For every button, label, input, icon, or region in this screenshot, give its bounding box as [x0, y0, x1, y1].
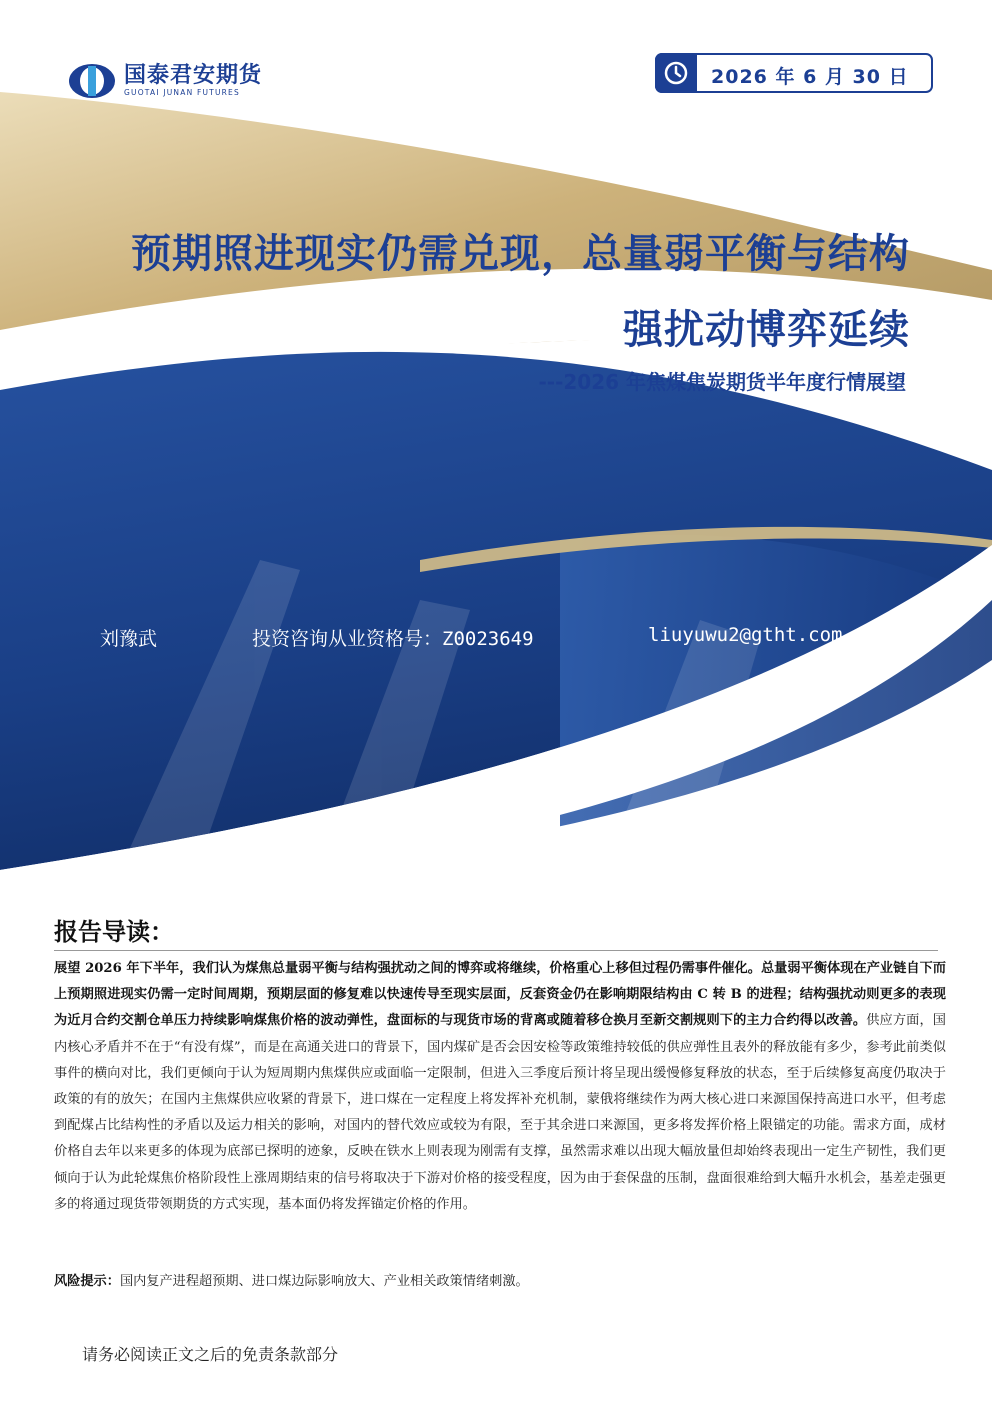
divider: [54, 950, 938, 951]
report-subtitle: ---2026 年焦煤焦炭期货半年度行情展望: [538, 370, 906, 394]
risk-text: 国内复产进程超预期、进口煤边际影响放大、产业相关政策情绪刺激。: [119, 1274, 529, 1289]
author-info: [0, 624, 992, 654]
author-email[interactable]: liuyuwu2@gtht.com: [648, 624, 843, 646]
guide-normal-text: 供应方面，国内核心矛盾并不在于“有没有煤”，而是在高通关进口的背景下，国内煤矿是否会因安检等政策维持较低的供应弹性且表外的释放能有多少，参考此前类似事件的横向对比，我们更倾向于认为短周期内焦煤供应或面临一定限制，但进入三季度后预计将呈现出缓慢修复释放的状态，至于后续修复高度仍取决于政策的有的放矢；在国内主焦煤供应收紧的背景下，进口煤在一定程度上将发挥补充机制，蒙俄将继续作为两大核心进口来源国保持高进口水平，但考虑到配煤占比结构性的矛盾以及运力相关的影响，对国内的替代效应或较为有限，至于其余进口来源国，更多将发挥价格上限锚定的功能。需求方面，成材价格自去年以来更多的体现为底部已探明的迹象，反映在铁水上则表现为刚需有支撑，虽然需求难以出现大幅放量但却始终表现出一定生产韧性，我们更倾向于认为此轮煤焦价格阶段性上涨周期结束的信号将取决于下游对价格的接受程度，因为由于套保盘的压制，盘面很难给到大幅升水机会，基差走强更多的将通过现货带领期货的方式实现，基本面仍将发挥锚定价格的作用。: [54, 1013, 946, 1212]
guide-body: [54, 956, 946, 1218]
risk-note: [54, 1270, 946, 1289]
clock-icon: [655, 53, 697, 93]
date-badge: [655, 53, 933, 93]
guide-heading: 报告导读：: [54, 917, 174, 946]
brand-name-cn: 国泰君安期货: [124, 63, 263, 88]
gtja-logo-icon: [68, 62, 116, 100]
guide-bold-text: 展望 2026 年下半年，我们认为煤焦总量弱平衡与结构强扰动之间的博弈或将继续，价格重心上移但过程仍需事件催化。总量弱平衡体现在产业链自下而上预期照进现实仍需一定时间周期，预期层面的修复难以快速传导至现实层面，反套资金仍在影响期限结构由 C 转 B 的进程；结构强扰动则更多的表现为近月合约交割仓单压力持续影响煤焦价格的波动弹性，盘面标的与现货市场的背离或随着移仓换月至新交割规则下的主力合约得以改善。: [54, 961, 946, 1029]
author-license: 投资咨询从业资格号：Z0023649: [252, 628, 534, 650]
report-title-line1: 预期照进现实仍需兑现，总量弱平衡与结构: [131, 231, 910, 277]
report-date: 2026 年 6 月 30 日: [711, 66, 909, 88]
author-name: 刘豫武: [100, 628, 158, 650]
disclaimer: 请务必阅读正文之后的免责条款部分: [82, 1345, 339, 1364]
brand-name-en: GUOTAI JUNAN FUTURES: [124, 88, 240, 97]
risk-label: 风险提示：: [54, 1274, 120, 1289]
brand-logo: [68, 62, 262, 100]
report-title-line2: 强扰动博弈延续: [623, 307, 910, 353]
